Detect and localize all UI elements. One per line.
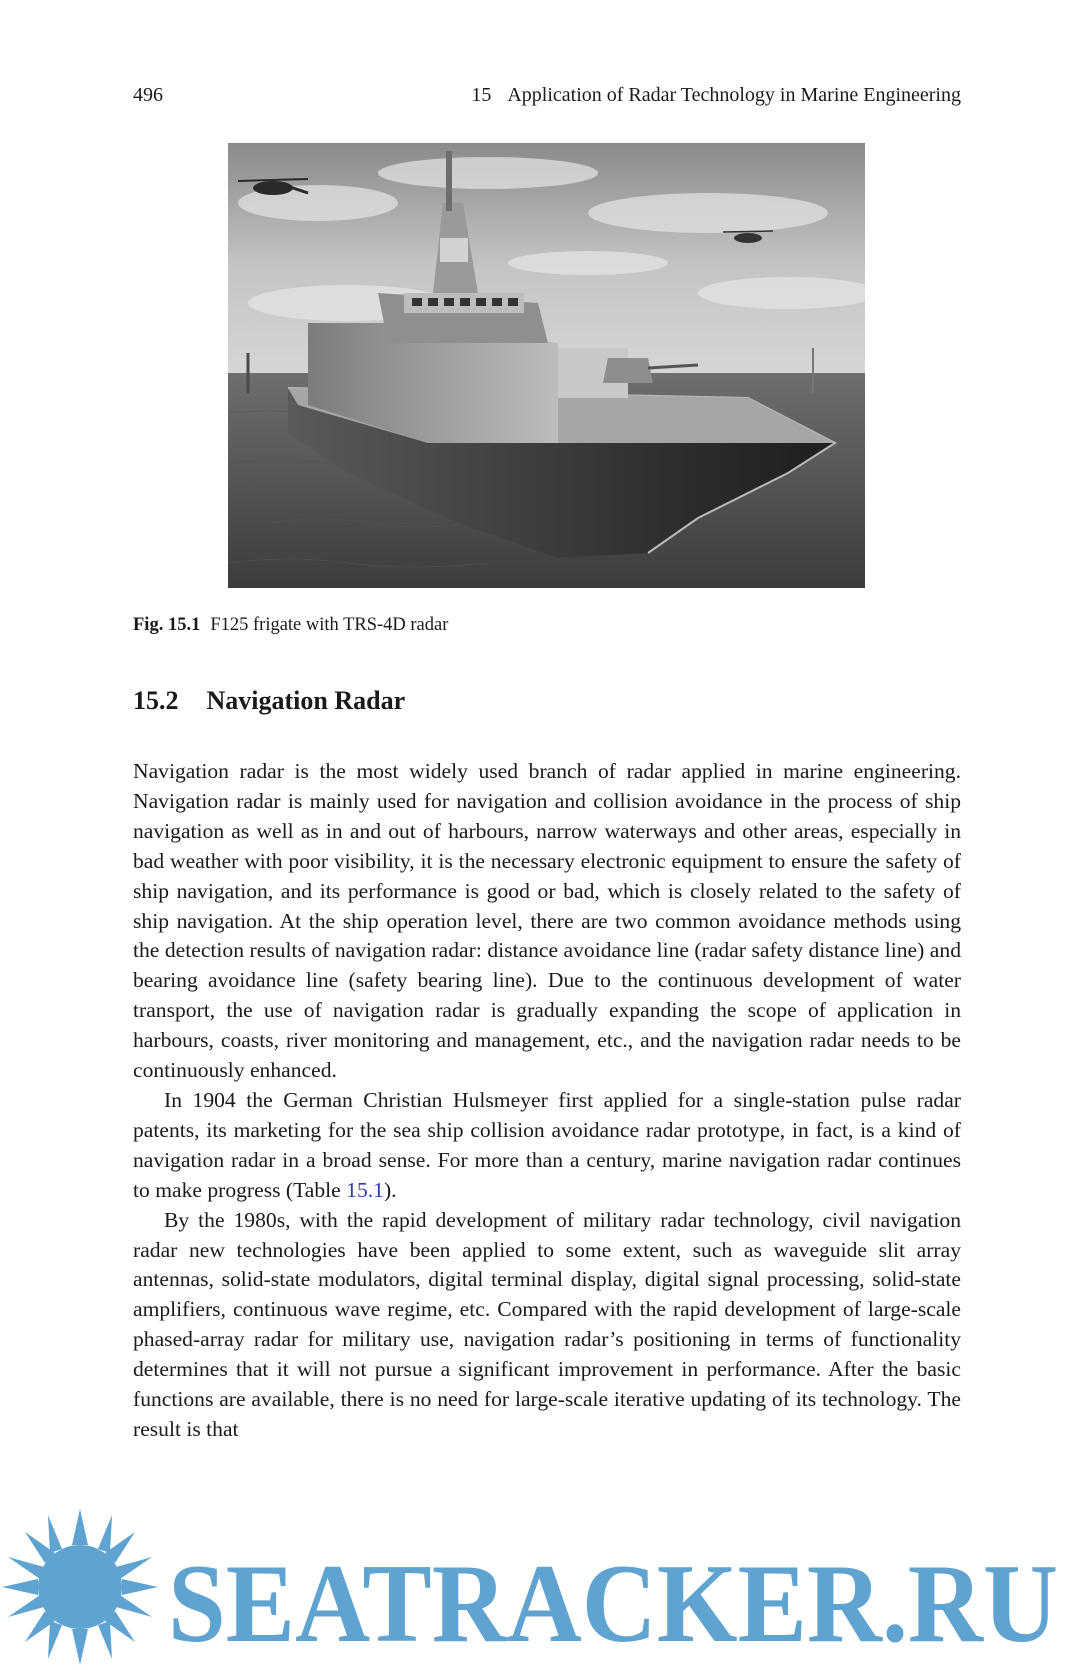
chapter-number: 15 [471, 84, 492, 106]
deck-gun [603, 358, 653, 383]
frigate-figure [228, 143, 865, 588]
paragraph-1: Navigation radar is the most widely used branch of radar applied in marine engineering. Navigation radar is mainly used for navigation and collision avoidance in the process of ship navigation as well as in and out of harbours, narrow waterways and other areas, especially in bad weather with poor visibility, it is the necessary electronic equipment to ensure the safety of ship navigation, and its performance is good or bad, which is closely related to the safety of ship navigation. At the ship operation level, there are two common avoidance methods using the detection results of navigation radar: distance avoidance line (radar safety distance line) and bearing avoidance line (safety bearing line). Due to the continuous development of water transport, the use of navigation radar is gradually expanding the scope of application in harbours, coasts, river monitoring and management, etc., and the navigation radar needs to be continuously enhanced. [133, 759, 961, 1083]
body-text [133, 757, 961, 1445]
figure-label: Fig. 15.1 [133, 615, 201, 635]
paragraph-2 [133, 1086, 961, 1206]
paragraph-2-text-b: ). [383, 1177, 397, 1202]
frigate-illustration [228, 143, 865, 588]
paragraph-2-text-a: In 1904 the German Christian Hulsmeyer first applied for a single-station pulse radar patents, its marketing for the sea ship collision avoidance radar prototype, in fact, is a kind of navigation radar in a broad sense. For more than a century, marine navigation radar continues to make progress (Table [133, 1087, 961, 1202]
section-number: 15.2 [133, 686, 179, 715]
table-reference-link[interactable]: 15.1 [346, 1177, 384, 1202]
running-title [471, 84, 961, 107]
section-heading [133, 686, 405, 716]
figure-caption-text: F125 frigate with TRS-4D radar [210, 615, 449, 635]
watermark [0, 1505, 1080, 1665]
paragraph-3: By the 1980s, with the rapid development of military radar technology, civil navigation radar new technologies have been applied to some extent, such as waveguide slit array antennas, solid-state modulators, digital terminal display, digital signal processing, solid-state amplifiers, continuous wave regime, etc. Compared with the rapid development of large-scale phased-array radar for military use, navigation radar’s positioning in terms of functionality determines that it will not pursue a significant improvement in performance. After the basic functions are available, there is no need for large-scale iterative updating of its technology. The result is that [133, 1207, 961, 1441]
section-title: Navigation Radar [206, 686, 406, 715]
chapter-title: Application of Radar Technology in Marine Engineering [507, 84, 961, 106]
running-header [133, 84, 961, 112]
page-number: 496 [133, 84, 163, 106]
sun-logo-icon [0, 1505, 1080, 1665]
watermark-text: SEATRACKER.RU [168, 1542, 1058, 1665]
figure-caption [133, 615, 448, 636]
